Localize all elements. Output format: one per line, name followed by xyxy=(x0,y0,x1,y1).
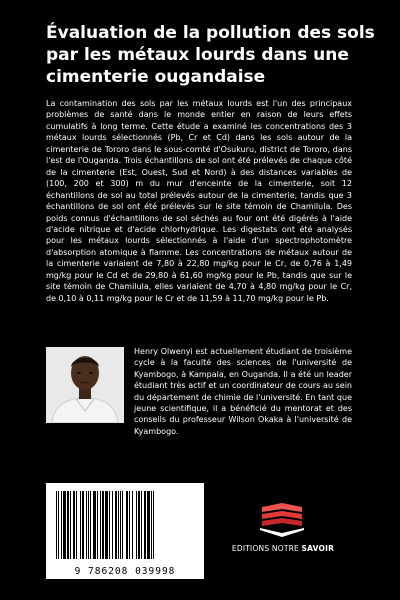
author-photo xyxy=(46,347,124,423)
barcode xyxy=(46,483,204,579)
book-abstract: La contamination des sols par les métaux lourds est l'un des principaux problèmes de santé dans le monde entier en raison de leurs effets cumulatifs à long terme. Cette étude a examiné les concentrations des 3 métaux lourds sélectionnés (Pb, Cr et Cd) dans les sols autour de la cimenterie de Tororo dans le sous-comté d'Osukuru, district de Tororo, dans l'est de l'Ouganda. Trois échantillons de sol ont été prélevés de chaque côté de la cimenterie (Est, Ouest, Sud et Nord) à des distances variables de (100, 200 et 300) m du mur d'enceinte de la cimenterie, soit 12 échantillons de sol au total prélevés autour de la cimenterie, tandis que 3 échantillons de sol ont été prélevés sur le site témoin de Chamilula. Des poids connus d'échantillons de sol séchés au four ont été digérés à l'aide d'acide nitrique et d'acide chlorhydrique. Les digestats ont été analysés pour les métaux lourds sélectionnés à l'aide d'un spectrophotomètre d'absorption atomique à flamme. Les concentrations de métaux autour de la cimenterie variaient de 7,80 à 22,80 mg/kg pour le Cr, de 0,76 à 1,49 mg/kg pour le Cd et de 29,80 à 61,60 mg/kg pour le Pb, tandis que sur le site témoin de Chamilula, elles variaient de 4,70 à 4,80 mg/kg pour le Cr, de 0,10 à 0,11 mg/kg pour le Cr et de 11,59 à 11,70 mg/kg pour le Pb. xyxy=(46,99,352,303)
book-title: Évaluation de la pollution des sols par les métaux lourds dans une cimenterie ougandaise xyxy=(46,23,375,87)
publisher-logo-icon xyxy=(258,503,306,537)
isbn-number: 9 786208 039998 xyxy=(74,566,176,577)
publisher-name-regular: EDITIONS NOTRE xyxy=(231,544,299,553)
barcode-bars xyxy=(56,491,194,559)
publisher-name xyxy=(214,544,352,553)
publisher-name-bold: SAVOIR xyxy=(301,544,335,553)
author-bio: Henry Olwenyi est actuellement étudiant de troisième cycle à la faculté des sciences de l'université de Kyambogo, à Kampala, en Ouganda. Il a été un leader étudiant très actif et un coordinateur de cours au sein du département de chimie de l'université. En tant que jeune scientifique, il a bénéficié du mentorat et des conseils du professeur Wilson Okaka à l'université de Kyambogo. xyxy=(134,347,352,436)
